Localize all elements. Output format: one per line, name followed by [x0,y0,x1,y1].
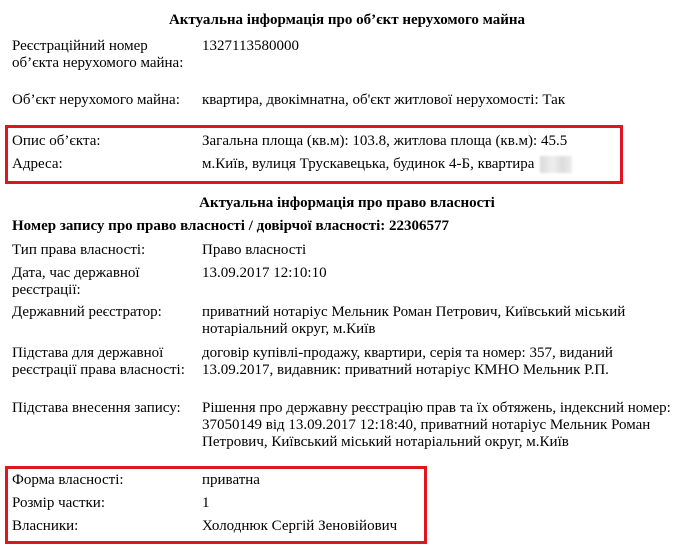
share-size-value: 1 [202,495,210,511]
property-object-label: Об’єкт нерухомого майна: [12,92,180,108]
description-value: Загальна площа (кв.м): 103.8, житлова площа (кв.м): 45.5 [202,133,568,149]
ownership-type-label: Тип права власності: [12,242,146,258]
ownership-section-title: Актуальна інформація про право власності [199,195,495,211]
registrar-label: Державний реєстратор: [12,304,162,320]
registration-basis-label: Підстава для державної реєстрації права власності: [12,345,185,378]
redacted-apartment-number [540,156,572,173]
registration-number-label: Реєстраційний номер об’єкта нерухомого майна: [12,38,184,71]
record-basis-label: Підстава внесення запису: [12,400,181,416]
registration-date-label: Дата, час державної реєстрації: [12,265,140,298]
registrar-value: приватний нотаріус Мельник Роман Петрович, Київський міський нотаріальний округ, м.Київ [202,304,626,337]
ownership-form-value: приватна [202,472,260,488]
registration-number-value: 1327113580000 [202,38,299,54]
ownership-type-value: Право власності [202,242,307,258]
description-label: Опис об’єкта: [12,133,101,149]
address-value: м.Київ, вулиця Трускавецька, будинок 4-Б, квартира [202,156,535,172]
share-size-label: Розмір частки: [12,495,105,511]
registration-basis-value: договір купівлі-продажу, квартири, серія та номер: 357, виданий 13.09.2017, видавник: приватний нотаріус КМНО Мельник Р.П. [202,345,613,378]
record-basis-value: Рішення про державну реєстрацію прав та їх обтяжень, індексний номер: 37050149 від 13.09.2017 12:18:40, приватний нотаріус Мельник Роман Петрович, Київський міський нотаріальний округ, м.Київ [202,400,671,450]
address-label: Адреса: [12,156,63,172]
address-row [202,156,680,173]
owners-value: Холоднюк Сергій Зеновійович [202,518,398,534]
owners-label: Власники: [12,518,79,534]
ownership-form-label: Форма власності: [12,472,124,488]
ownership-record-title: Номер запису про право власності / довірчої власності: 22306577 [12,218,450,234]
registration-date-value: 13.09.2017 12:10:10 [202,265,327,281]
property-object-value: квартира, двокімнатна, об'єкт житлової нерухомості: Так [202,92,566,108]
property-section-title: Актуальна інформація про об’єкт нерухомого майна [168,12,526,28]
